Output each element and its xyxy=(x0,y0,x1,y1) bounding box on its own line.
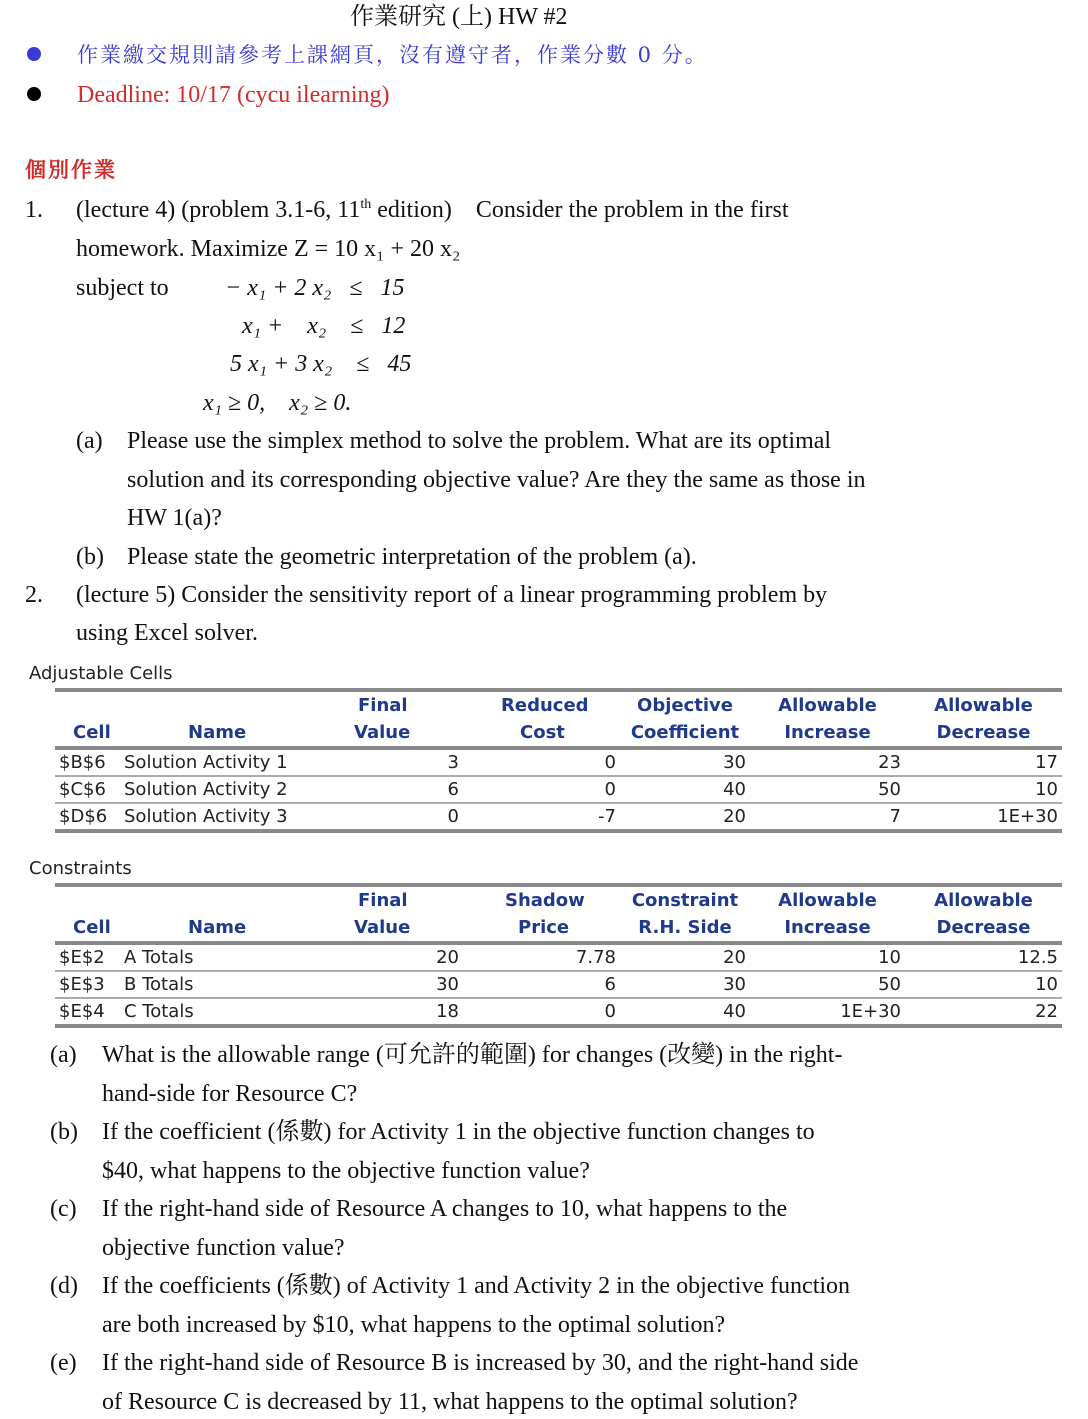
table-row xyxy=(55,971,1062,998)
constraint: x₁ + x₂ ≤ 12 xyxy=(242,313,406,339)
cell-ref: $C$6 xyxy=(55,776,120,803)
header: Allowable xyxy=(934,890,1033,911)
cell-value: 10 xyxy=(905,776,1062,803)
cell-value: 40 xyxy=(620,776,750,803)
constraints-table xyxy=(55,883,1062,1028)
section-title: 個別作業 xyxy=(25,157,117,182)
part-label: (a) xyxy=(50,1042,77,1068)
header: Cell xyxy=(73,917,111,938)
header: Allowable xyxy=(778,890,877,911)
cell-ref: $E$2 xyxy=(55,943,120,971)
header: R.H. Side xyxy=(638,917,732,938)
cell-name: Solution Activity 3 xyxy=(120,803,320,831)
header: Constraint xyxy=(631,890,739,911)
problem-number: 2. xyxy=(25,582,43,608)
part-text: If the coefficients (係數) of Activity 1 and Activity 2 in the objective function xyxy=(102,1273,851,1299)
header: Cost xyxy=(520,722,565,743)
nonnegativity: x₁ ≥ 0, x₂ ≥ 0. xyxy=(203,390,352,416)
header xyxy=(55,885,120,914)
cell-value: 6 xyxy=(465,971,620,998)
part-label: (c) xyxy=(50,1196,77,1222)
submission-rule: 作業繳交規則請參考上課網頁，沒有遵守者，作業分數 0 分。 xyxy=(77,43,708,67)
header: Increase xyxy=(784,722,871,743)
part-label: (a) xyxy=(76,428,103,454)
cell-value: 3 xyxy=(320,748,465,776)
cell-value: 50 xyxy=(750,971,905,998)
cell-value: 7.78 xyxy=(465,943,620,971)
part-text: Please use the simplex method to solve the problem. What are its optimal xyxy=(127,428,832,454)
header: Price xyxy=(518,917,570,938)
header: Coefficient xyxy=(630,722,740,743)
cell-value: 20 xyxy=(620,803,750,831)
header: Allowable xyxy=(778,695,877,716)
part-text: objective function value? xyxy=(102,1235,345,1261)
cell-value: -7 xyxy=(465,803,620,831)
constraints-title: Constraints xyxy=(29,858,132,879)
bullet-icon xyxy=(27,47,41,61)
objective: homework. Maximize Z = 10 x₁ + 20 x₂ xyxy=(76,236,461,262)
header: Decrease xyxy=(936,917,1031,938)
header: Name xyxy=(188,917,247,938)
cell-value: 20 xyxy=(320,943,465,971)
cell-value: 12.5 xyxy=(905,943,1062,971)
part-label: (e) xyxy=(50,1350,77,1376)
header: Objective xyxy=(637,695,733,716)
cell-value: 50 xyxy=(750,776,905,803)
header: Reduced xyxy=(501,695,589,716)
part-text: HW 1(a)? xyxy=(127,505,222,531)
header: Final xyxy=(358,695,408,716)
cell-name: B Totals xyxy=(120,971,320,998)
cell-value: 0 xyxy=(465,998,620,1026)
cell-value: 30 xyxy=(320,971,465,998)
cell-ref: $B$6 xyxy=(55,748,120,776)
subject-to: subject to xyxy=(76,275,169,301)
part-text: If the right-hand side of Resource A changes to 10, what happens to the xyxy=(102,1196,788,1222)
table-row xyxy=(55,998,1062,1026)
table-row xyxy=(55,943,1062,971)
problem2-text: using Excel solver. xyxy=(76,620,258,646)
superscript: th xyxy=(360,197,372,212)
cell-ref: $E$3 xyxy=(55,971,120,998)
cell-value: 22 xyxy=(905,998,1062,1026)
header: Cell xyxy=(73,722,111,743)
header: Shadow xyxy=(505,890,585,911)
part-text: If the right-hand side of Resource B is increased by 30, and the right-hand side xyxy=(102,1350,859,1376)
cell-value: 0 xyxy=(320,803,465,831)
part-text: are both increased by $10, what happens to the optimal solution? xyxy=(102,1312,726,1338)
adjustable-cells-table xyxy=(55,688,1062,833)
part-label: (d) xyxy=(50,1273,78,1299)
cell-value: 10 xyxy=(750,943,905,971)
cell-ref: $D$6 xyxy=(55,803,120,831)
cell-name: C Totals xyxy=(120,998,320,1026)
cell-value: 23 xyxy=(750,748,905,776)
cell-value: 6 xyxy=(320,776,465,803)
part-text: of Resource C is decreased by 11, what happens to the optimal solution? xyxy=(102,1389,798,1415)
bullet-icon xyxy=(27,87,41,101)
deadline: Deadline: 10/17 (cycu ilearning) xyxy=(77,82,390,108)
header: Value xyxy=(354,722,411,743)
adjustable-cells-title: Adjustable Cells xyxy=(29,663,173,684)
part-text: Please state the geometric interpretation of the problem (a). xyxy=(127,544,697,570)
header xyxy=(120,690,320,719)
text: edition) Consider the problem in the first xyxy=(371,197,789,223)
problem2-text: (lecture 5) Consider the sensitivity report of a linear programming problem by xyxy=(76,582,828,608)
header xyxy=(120,885,320,914)
cell-value: 17 xyxy=(905,748,1062,776)
cell-value: 30 xyxy=(620,971,750,998)
cell-name: Solution Activity 1 xyxy=(120,748,320,776)
cell-name: Solution Activity 2 xyxy=(120,776,320,803)
text: (lecture 4) (problem 3.1-6, 11 xyxy=(76,197,361,223)
cell-value: 0 xyxy=(465,776,620,803)
cell-value: 20 xyxy=(620,943,750,971)
header: Value xyxy=(354,917,411,938)
table-row xyxy=(55,748,1062,776)
problem1-line1 xyxy=(76,195,789,225)
part-text: $40, what happens to the objective function value? xyxy=(102,1158,590,1184)
page-title: 作業研究 (上) HW #2 xyxy=(350,4,568,30)
constraint: − x₁ + 2 x₂ ≤ 15 xyxy=(225,275,405,301)
header: Final xyxy=(358,890,408,911)
cell-value: 1E+30 xyxy=(750,998,905,1026)
part-text: What is the allowable range (可允許的範圍) for changes (改變) in the right- xyxy=(102,1042,843,1068)
cell-value: 7 xyxy=(750,803,905,831)
cell-value: 18 xyxy=(320,998,465,1026)
cell-name: A Totals xyxy=(120,943,320,971)
header: Increase xyxy=(784,917,871,938)
header: Decrease xyxy=(936,722,1031,743)
part-text: hand-side for Resource C? xyxy=(102,1081,358,1107)
problem-number: 1. xyxy=(25,197,43,223)
header: Name xyxy=(188,722,247,743)
cell-ref: $E$4 xyxy=(55,998,120,1026)
cell-value: 40 xyxy=(620,998,750,1026)
part-label: (b) xyxy=(76,544,104,570)
cell-value: 1E+30 xyxy=(905,803,1062,831)
cell-value: 0 xyxy=(465,748,620,776)
constraint: 5 x₁ + 3 x₂ ≤ 45 xyxy=(230,351,412,377)
part-text: solution and its corresponding objective value? Are they the same as those in xyxy=(127,467,866,493)
table-row xyxy=(55,803,1062,831)
table-row xyxy=(55,776,1062,803)
part-text: If the coefficient (係數) for Activity 1 in the objective function changes to xyxy=(102,1119,815,1145)
header: Allowable xyxy=(934,695,1033,716)
cell-value: 30 xyxy=(620,748,750,776)
header xyxy=(55,690,120,719)
part-label: (b) xyxy=(50,1119,78,1145)
cell-value: 10 xyxy=(905,971,1062,998)
